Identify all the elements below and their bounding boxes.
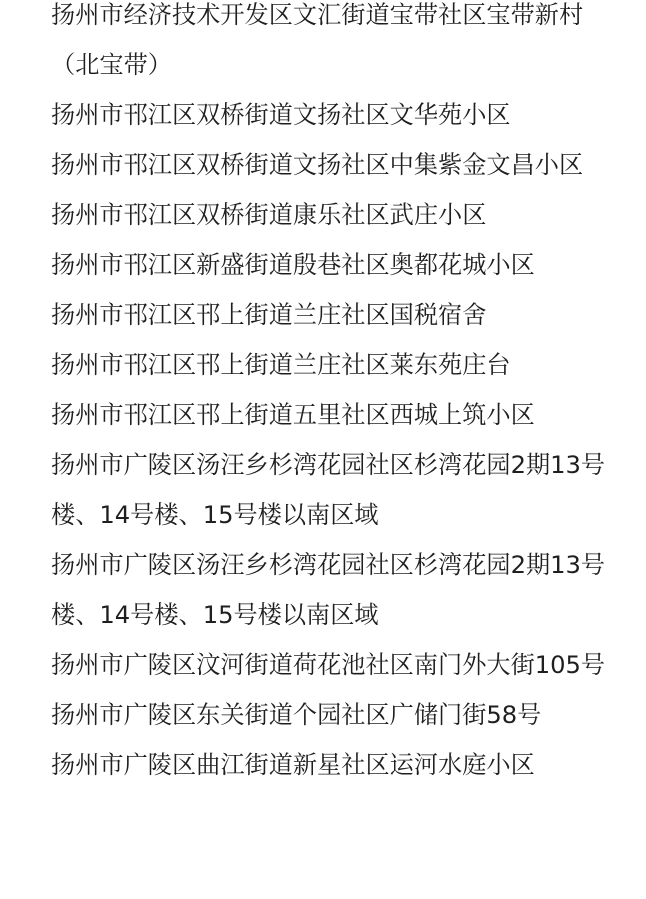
address-item: 扬州市邗江区新盛街道殷巷社区奥都花城小区 <box>51 251 535 279</box>
address-item: 扬州市邗江区邗上街道兰庄社区国税宿舍 <box>51 301 487 329</box>
address-list <box>51 0 611 790</box>
address-item: 扬州市邗江区双桥街道文扬社区文华苑小区 <box>51 101 511 129</box>
address-document <box>51 0 611 790</box>
address-item: 扬州市广陵区汤汪乡杉湾花园社区杉湾花园2期13号楼、14号楼、15号楼以南区域 <box>51 451 606 529</box>
address-item: 扬州市邗江区双桥街道文扬社区中集紫金文昌小区 <box>51 151 584 179</box>
address-item: 扬州市邗江区邗上街道兰庄社区莱东苑庄台 <box>51 351 511 379</box>
address-item: 扬州市经济技术开发区文汇街道宝带社区宝带新村（北宝带） <box>51 1 584 79</box>
address-item: 扬州市广陵区曲江街道新星社区运河水庭小区 <box>51 751 535 779</box>
address-item: 扬州市邗江区双桥街道康乐社区武庄小区 <box>51 201 487 229</box>
address-item: 扬州市广陵区汤汪乡杉湾花园社区杉湾花园2期13号楼、14号楼、15号楼以南区域 <box>51 551 606 629</box>
address-item: 扬州市邗江区邗上街道五里社区西城上筑小区 <box>51 401 535 429</box>
address-item: 扬州市广陵区东关街道个园社区广储门街58号 <box>51 701 542 729</box>
address-item: 扬州市广陵区汶河街道荷花池社区南门外大街105号 <box>51 651 606 679</box>
